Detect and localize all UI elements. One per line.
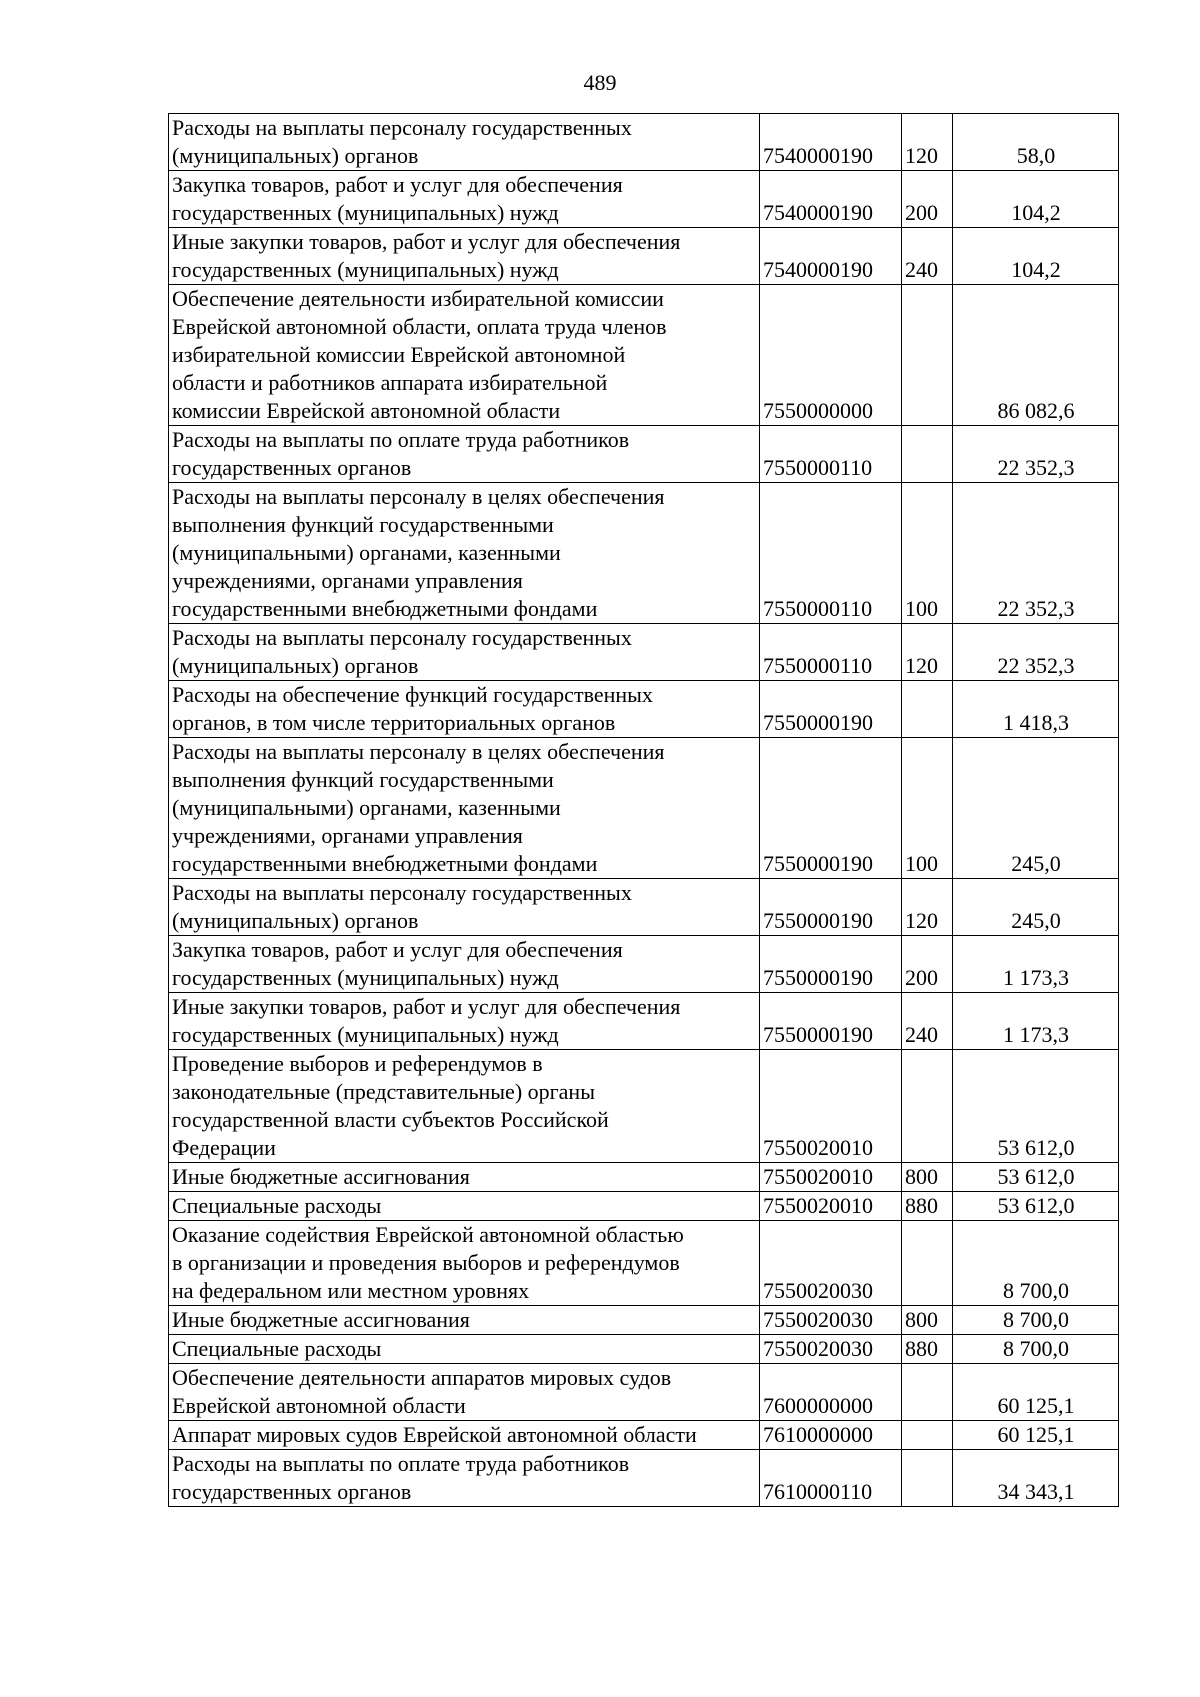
expense-name-cell: Закупка товаров, работ и услуг для обеспечения государственных (муниципальных) нужд (169, 171, 760, 228)
target-code-cell: 7540000190 (760, 228, 902, 285)
target-code-cell: 7550000110 (760, 624, 902, 681)
page-number: 489 (583, 70, 617, 95)
expense-type-cell: 800 (902, 1163, 953, 1192)
amount-cell: 1 173,3 (953, 936, 1119, 993)
amount-cell: 8 700,0 (953, 1335, 1119, 1364)
expense-type-cell: 200 (902, 171, 953, 228)
expense-type-cell: 120 (902, 114, 953, 171)
table-row (169, 879, 1119, 936)
amount-cell: 60 125,1 (953, 1421, 1119, 1450)
table-row (169, 681, 1119, 738)
expense-name-cell: Оказание содействия Еврейской автономной областью в организации и проведения выборов и референдумов на федеральном или местном уровнях (169, 1221, 760, 1306)
expense-name-cell: Расходы на обеспечение функций государственных органов, в том числе территориальных органов (169, 681, 760, 738)
expense-type-cell (902, 285, 953, 426)
expense-name-cell: Расходы на выплаты по оплате труда работников государственных органов (169, 426, 760, 483)
amount-cell: 1 418,3 (953, 681, 1119, 738)
expense-type-cell (902, 1364, 953, 1421)
expense-type-cell: 120 (902, 879, 953, 936)
expense-type-cell (902, 1450, 953, 1507)
target-code-cell: 7600000000 (760, 1364, 902, 1421)
table-row (169, 936, 1119, 993)
table-row (169, 228, 1119, 285)
expense-name-cell: Аппарат мировых судов Еврейской автономной области (169, 1421, 760, 1450)
expense-type-cell: 100 (902, 738, 953, 879)
target-code-cell: 7550000000 (760, 285, 902, 426)
expense-name-cell: Специальные расходы (169, 1192, 760, 1221)
amount-cell: 53 612,0 (953, 1050, 1119, 1163)
expense-name-cell: Закупка товаров, работ и услуг для обеспечения государственных (муниципальных) нужд (169, 936, 760, 993)
table-row (169, 738, 1119, 879)
table-row (169, 426, 1119, 483)
expense-type-cell (902, 426, 953, 483)
expense-type-cell (902, 681, 953, 738)
target-code-cell: 7550020010 (760, 1050, 902, 1163)
expense-name-cell: Расходы на выплаты персоналу в целях обеспечения выполнения функций государственными (муниципальными) органами, казенными учреждениями, органами управления государственными внебюджетными фондами (169, 738, 760, 879)
amount-cell: 8 700,0 (953, 1221, 1119, 1306)
target-code-cell: 7550000110 (760, 426, 902, 483)
target-code-cell: 7550020030 (760, 1221, 902, 1306)
expense-type-cell: 880 (902, 1335, 953, 1364)
target-code-cell: 7550020030 (760, 1335, 902, 1364)
table-row (169, 1450, 1119, 1507)
amount-cell: 22 352,3 (953, 624, 1119, 681)
expense-type-cell: 200 (902, 936, 953, 993)
table-row (169, 1421, 1119, 1450)
target-code-cell: 7550020030 (760, 1306, 902, 1335)
expense-type-cell: 100 (902, 483, 953, 624)
target-code-cell: 7550020010 (760, 1192, 902, 1221)
expense-name-cell: Иные бюджетные ассигнования (169, 1306, 760, 1335)
table-row (169, 1050, 1119, 1163)
expense-name-cell: Обеспечение деятельности избирательной комиссии Еврейской автономной области, оплата труда членов избирательной комиссии Еврейской автономной области и работников аппарата избирательной комиссии Еврейской автономной области (169, 285, 760, 426)
expense-name-cell: Иные закупки товаров, работ и услуг для обеспечения государственных (муниципальных) нужд (169, 993, 760, 1050)
expense-name-cell: Специальные расходы (169, 1335, 760, 1364)
target-code-cell: 7550000110 (760, 483, 902, 624)
table-row (169, 1306, 1119, 1335)
table-row (169, 1221, 1119, 1306)
target-code-cell: 7610000000 (760, 1421, 902, 1450)
target-code-cell: 7550020010 (760, 1163, 902, 1192)
expense-name-cell: Расходы на выплаты по оплате труда работников государственных органов (169, 1450, 760, 1507)
target-code-cell: 7550000190 (760, 681, 902, 738)
expense-type-cell (902, 1050, 953, 1163)
expense-type-cell (902, 1421, 953, 1450)
table-row (169, 993, 1119, 1050)
amount-cell: 1 173,3 (953, 993, 1119, 1050)
table-row (169, 1192, 1119, 1221)
amount-cell: 53 612,0 (953, 1163, 1119, 1192)
table-row (169, 1335, 1119, 1364)
amount-cell: 53 612,0 (953, 1192, 1119, 1221)
target-code-cell: 7610000110 (760, 1450, 902, 1507)
target-code-cell: 7540000190 (760, 171, 902, 228)
table-row (169, 483, 1119, 624)
amount-cell: 245,0 (953, 738, 1119, 879)
target-code-cell: 7540000190 (760, 114, 902, 171)
amount-cell: 22 352,3 (953, 483, 1119, 624)
expense-type-cell (902, 1221, 953, 1306)
amount-cell: 34 343,1 (953, 1450, 1119, 1507)
table-row (169, 285, 1119, 426)
expense-type-cell: 240 (902, 993, 953, 1050)
table-row (169, 171, 1119, 228)
amount-cell: 8 700,0 (953, 1306, 1119, 1335)
expense-type-cell: 120 (902, 624, 953, 681)
amount-cell: 22 352,3 (953, 426, 1119, 483)
expense-name-cell: Обеспечение деятельности аппаратов мировых судов Еврейской автономной области (169, 1364, 760, 1421)
expense-name-cell: Расходы на выплаты персоналу в целях обеспечения выполнения функций государственными (муниципальными) органами, казенными учреждениями, органами управления государственными внебюджетными фондами (169, 483, 760, 624)
budget-table (168, 113, 1119, 1507)
expense-name-cell: Иные закупки товаров, работ и услуг для обеспечения государственных (муниципальных) нужд (169, 228, 760, 285)
table-row (169, 114, 1119, 171)
amount-cell: 60 125,1 (953, 1364, 1119, 1421)
expense-name-cell: Расходы на выплаты персоналу государственных (муниципальных) органов (169, 624, 760, 681)
target-code-cell: 7550000190 (760, 879, 902, 936)
budget-table-body (169, 114, 1119, 1507)
expense-type-cell: 800 (902, 1306, 953, 1335)
expense-type-cell: 880 (902, 1192, 953, 1221)
amount-cell: 104,2 (953, 171, 1119, 228)
amount-cell: 58,0 (953, 114, 1119, 171)
target-code-cell: 7550000190 (760, 738, 902, 879)
amount-cell: 104,2 (953, 228, 1119, 285)
expense-name-cell: Иные бюджетные ассигнования (169, 1163, 760, 1192)
target-code-cell: 7550000190 (760, 936, 902, 993)
table-row (169, 1163, 1119, 1192)
expense-name-cell: Проведение выборов и референдумов в законодательные (представительные) органы государственной власти субъектов Российской Федерации (169, 1050, 760, 1163)
target-code-cell: 7550000190 (760, 993, 902, 1050)
expense-type-cell: 240 (902, 228, 953, 285)
amount-cell: 86 082,6 (953, 285, 1119, 426)
expense-name-cell: Расходы на выплаты персоналу государственных (муниципальных) органов (169, 879, 760, 936)
amount-cell: 245,0 (953, 879, 1119, 936)
expense-name-cell: Расходы на выплаты персоналу государственных (муниципальных) органов (169, 114, 760, 171)
table-row (169, 624, 1119, 681)
table-row (169, 1364, 1119, 1421)
